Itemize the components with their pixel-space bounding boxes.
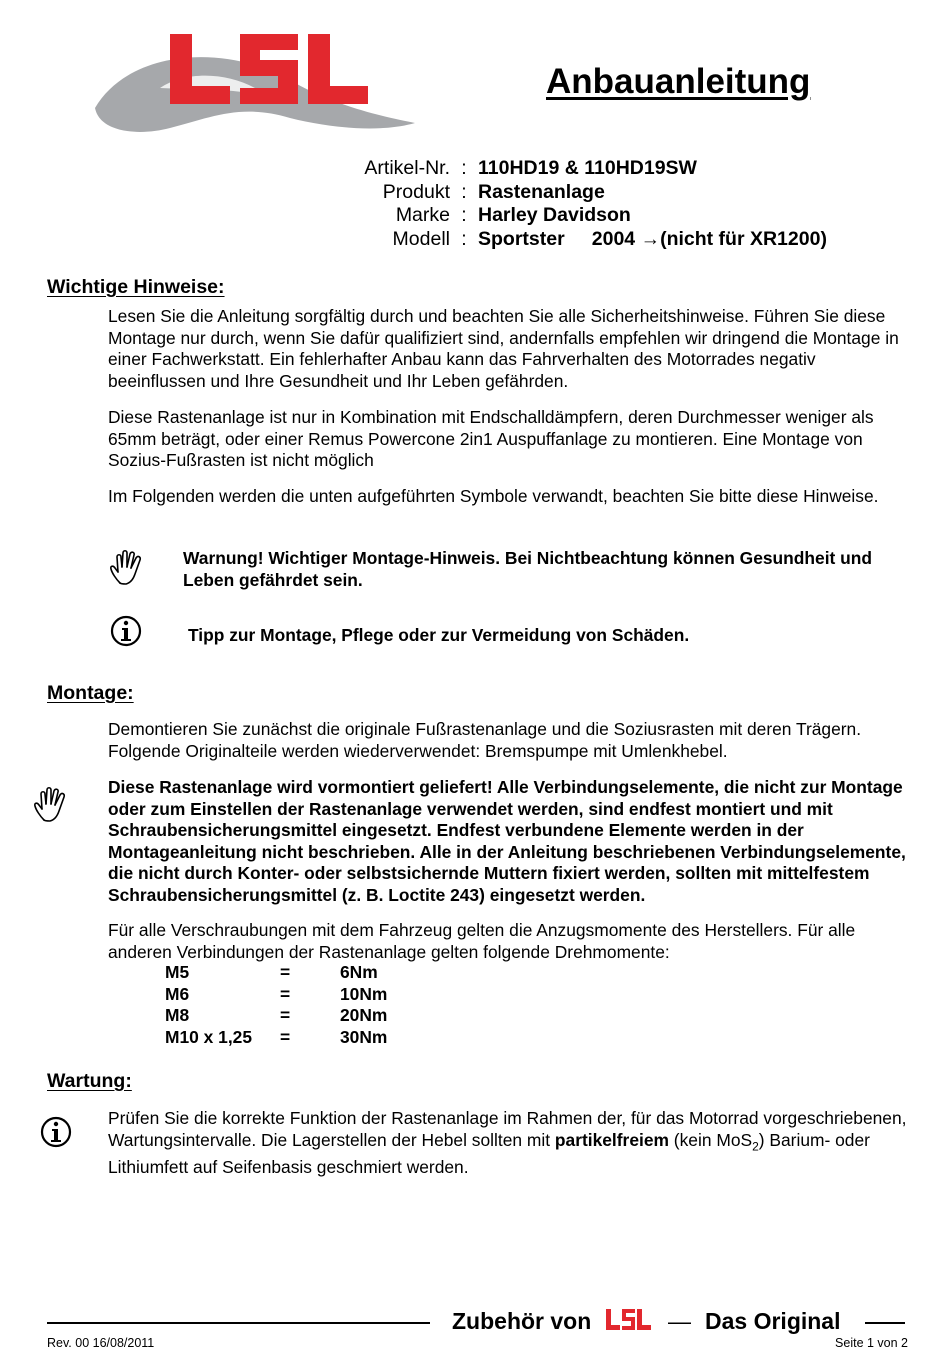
document-title: Anbauanleitung: [546, 62, 811, 101]
torque-row: [165, 1005, 420, 1027]
wartung-paragraph: [108, 1108, 913, 1179]
torque-size: M5: [165, 962, 190, 982]
lsl-logo: [90, 28, 420, 138]
meta-row-article: [300, 157, 827, 181]
meta-row-product: [300, 181, 827, 205]
meta-value: Sportster 2004 →(nicht für XR1200): [478, 227, 827, 250]
meta-key: Marke: [395, 204, 450, 226]
torque-row: [165, 962, 420, 984]
wartung-text-c: ) Barium- oder Lithiumfett auf Seifenbasis geschmiert werden.: [108, 1129, 870, 1178]
footer-rule-right: [865, 1322, 905, 1324]
meta-row-model: [300, 228, 827, 252]
info-icon: [108, 613, 148, 653]
meta-sep: :: [461, 180, 467, 203]
footer-rule-left: [47, 1322, 430, 1324]
product-meta: [300, 157, 827, 251]
torque-eq: =: [280, 983, 291, 1004]
footer-lsl-logo: [605, 1308, 653, 1332]
wartung-subscript: 2: [752, 1138, 759, 1153]
torque-value: 6Nm: [340, 962, 378, 982]
meta-row-brand: [300, 204, 827, 228]
torque-size: M8: [165, 1005, 190, 1025]
meta-value: 110HD19 & 110HD19SW: [478, 157, 697, 179]
section-heading-montage: Montage:: [47, 682, 134, 704]
hinweise-paragraph-1: Lesen Sie die Anleitung sorgfältig durch und beachten Sie alle Sicherheitshinweise. Führen Sie diese Montage nur durch, wenn Sie dafür qualifiziert sind, andernfalls empfehlen wir dringend die Montage in einer Fachwerkstatt. Ein fehlerhafter Anbau kann das Fahrverhalten des Motorrades negativ beeinflussen und Ihre Gesundheit und Ihr Leben gefährden.: [108, 306, 899, 391]
meta-value: Rastenanlage: [478, 180, 605, 203]
meta-key: Artikel-Nr.: [364, 157, 450, 179]
torque-row: [165, 984, 420, 1006]
meta-value: Harley Davidson: [478, 204, 631, 226]
torque-row: [165, 1027, 420, 1049]
section-heading-hinweise: Wichtige Hinweise:: [47, 276, 225, 298]
footer-original-text: Das Original: [705, 1308, 841, 1334]
footer-accessory-text: Zubehör von: [452, 1308, 592, 1334]
footer-dash: —: [668, 1308, 691, 1334]
montage-paragraph-2: Diese Rastenanlage wird vormontiert geliefert! Alle Verbindungselemente, die nicht zur Montage oder zum Einstellen der Rastenanlage verwendet werden, sind endfest montiert und mit Schraubensicherungsmittel eingesetzt. Endfest verbundene Elemente werden in der Montageanleitung nicht beschrieben. Alle in der Anleitung beschriebenen Verbindungselemente, die nicht durch Konter- oder selbstsichernde Muttern fixiert werden, sollten mit mittelfestem Schraubensicherungsmittel (z. B. Loctite 243) eingesetzt werden.: [108, 777, 906, 905]
torque-eq: =: [280, 1026, 291, 1047]
meta-key: Modell: [392, 227, 450, 250]
wartung-text-a: Prüfen Sie die korrekte Funktion der Rastenanlage im Rahmen der, für das Motorrad vorgeschriebenen, Wartungsintervalle. Die Lagerstellen der Hebel sollten mit: [108, 1108, 907, 1150]
hinweise-paragraph-3: Im Folgenden werden die unten aufgeführten Symbole verwandt, beachten Sie bitte diese Hinweise.: [108, 486, 879, 506]
torque-value: 10Nm: [340, 983, 388, 1004]
hand-warning-icon: [108, 547, 148, 587]
montage-paragraph-1: Demontieren Sie zunächst die originale Fußrastenanlage und die Soziusrasten mit deren Trägern. Folgende Originalteile werden wiederverwendet: Bremspumpe mit Umlenkhebel.: [108, 719, 862, 761]
hinweise-paragraph-2: Diese Rastenanlage ist nur in Kombination mit Endschalldämpfern, deren Durchmesser weniger als 65mm beträgt, oder einer Remus Powercone 2in1 Auspuffanlage zu montieren. Eine Montage von Sozius-Fußrasten ist nicht möglich: [108, 407, 874, 470]
torque-size: M6: [165, 983, 190, 1004]
montage-paragraph-3: Für alle Verschraubungen mit dem Fahrzeug gelten die Anzugsmomente des Herstellers. Für alle anderen Verbindungen der Rastenanlage gelten folgende Drehmomente:: [108, 920, 856, 962]
torque-value: 20Nm: [340, 1005, 388, 1025]
torque-eq: =: [280, 962, 291, 982]
info-icon: [38, 1114, 78, 1154]
wartung-text-b: (kein MoS: [668, 1129, 753, 1150]
page-number: Seite 1 von 2: [835, 1336, 908, 1350]
tip-symbol-text: Tipp zur Montage, Pflege oder zur Vermeidung von Schäden.: [188, 625, 690, 645]
section-heading-wartung: Wartung:: [47, 1070, 132, 1092]
torque-value: 30Nm: [340, 1026, 388, 1047]
meta-key: Produkt: [382, 180, 450, 203]
wartung-text-bold: partikelfreiem: [554, 1129, 669, 1150]
meta-sep: :: [461, 204, 467, 226]
meta-sep: :: [461, 227, 467, 250]
meta-sep: :: [461, 157, 467, 179]
revision-info: Rev. 00 16/08/2011: [47, 1336, 155, 1350]
torque-table: [165, 962, 420, 1048]
torque-size: M10 x 1,25: [165, 1026, 253, 1047]
hand-warning-icon: [32, 784, 72, 824]
warning-symbol-text: Warnung! Wichtiger Montage-Hinweis. Bei Nichtbeachtung können Gesundheit und Leben gefährdet sein.: [183, 548, 873, 590]
torque-eq: =: [280, 1005, 291, 1025]
